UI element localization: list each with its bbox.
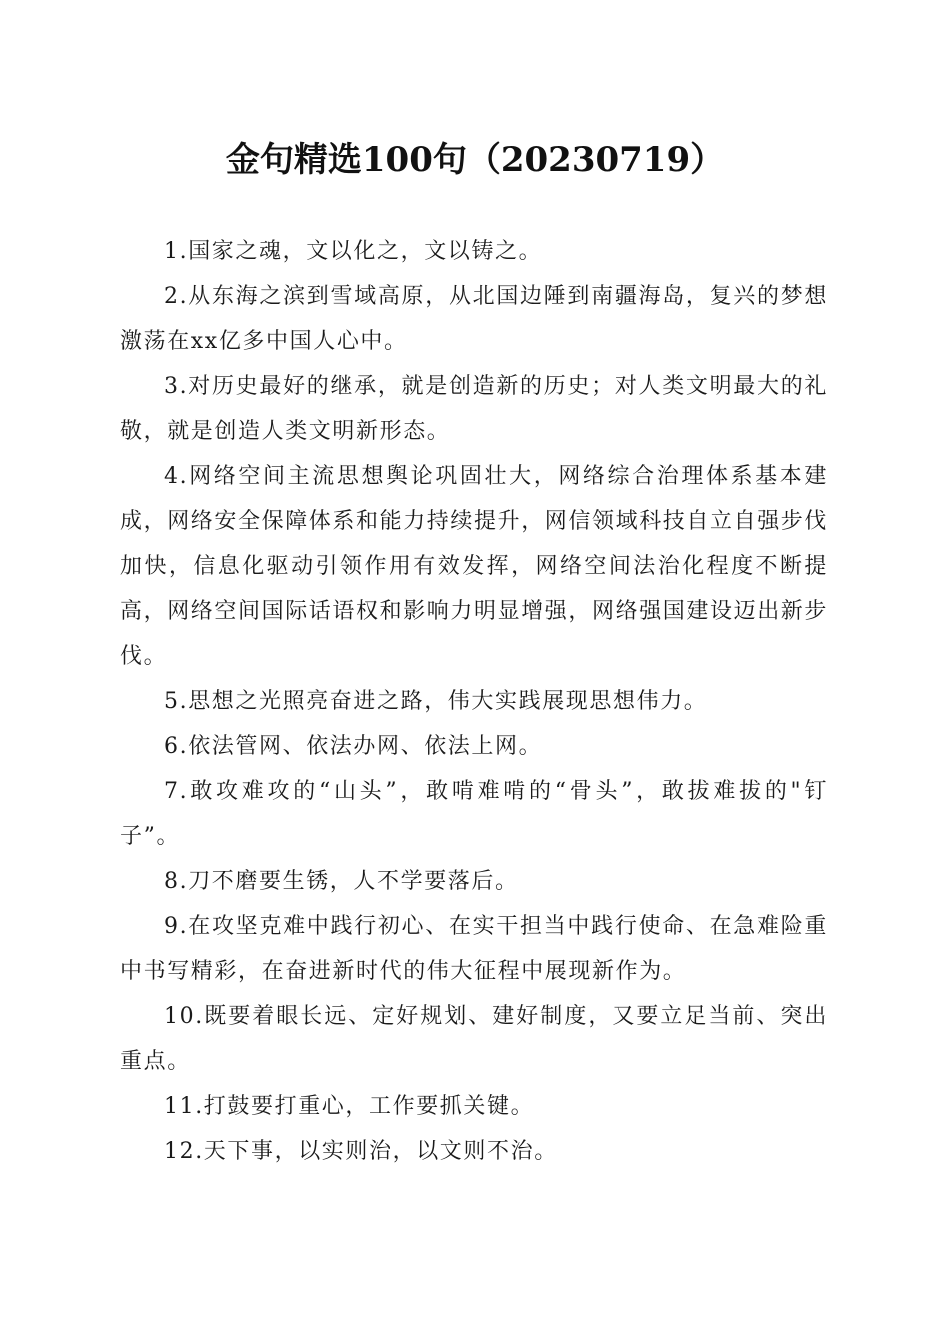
list-item: 10.既要着眼长远、定好规划、建好制度，又要立足当前、突出重点。 bbox=[120, 1004, 828, 1074]
list-item: 7.敢攻难攻的“山头”，敢啃难啃的“骨头”，敢拔难拔的"钉子”。 bbox=[120, 779, 828, 849]
list-item: 5.思想之光照亮奋进之路，伟大实践展现思想伟力。 bbox=[164, 689, 708, 714]
list-item: 6.依法管网、依法办网、依法上网。 bbox=[164, 734, 543, 759]
list-item: 8.刀不磨要生锈，人不学要落后。 bbox=[164, 869, 519, 894]
quote-list bbox=[120, 229, 828, 1174]
page-title: 金句精选100句（20230719） bbox=[225, 140, 725, 180]
list-item: 3.对历史最好的继承，就是创造新的历史；对人类文明最大的礼敬，就是创造人类文明新形态。 bbox=[120, 374, 828, 444]
list-item: 11.打鼓要打重心，工作要抓关键。 bbox=[164, 1094, 535, 1119]
list-item: 12.天下事，以实则治，以文则不治。 bbox=[164, 1139, 558, 1164]
list-item: 1.国家之魂，文以化之，文以铸之。 bbox=[164, 239, 543, 264]
list-item: 4.网络空间主流思想舆论巩固壮大，网络综合治理体系基本建成，网络安全保障体系和能力持续提升，网信领域科技自立自强步伐加快，信息化驱动引领作用有效发挥，网络空间法治化程度不断提高，网络空间国际话语权和影响力明显增强，网络强国建设迈出新步伐。 bbox=[120, 464, 829, 669]
list-item: 9.在攻坚克难中践行初心、在实干担当中践行使命、在急难险重中书写精彩，在奋进新时代的伟大征程中展现新作为。 bbox=[120, 914, 828, 984]
list-item: 2.从东海之滨到雪域高原，从北国边陲到南疆海岛，复兴的梦想激荡在xx亿多中国人心中。 bbox=[120, 284, 828, 354]
